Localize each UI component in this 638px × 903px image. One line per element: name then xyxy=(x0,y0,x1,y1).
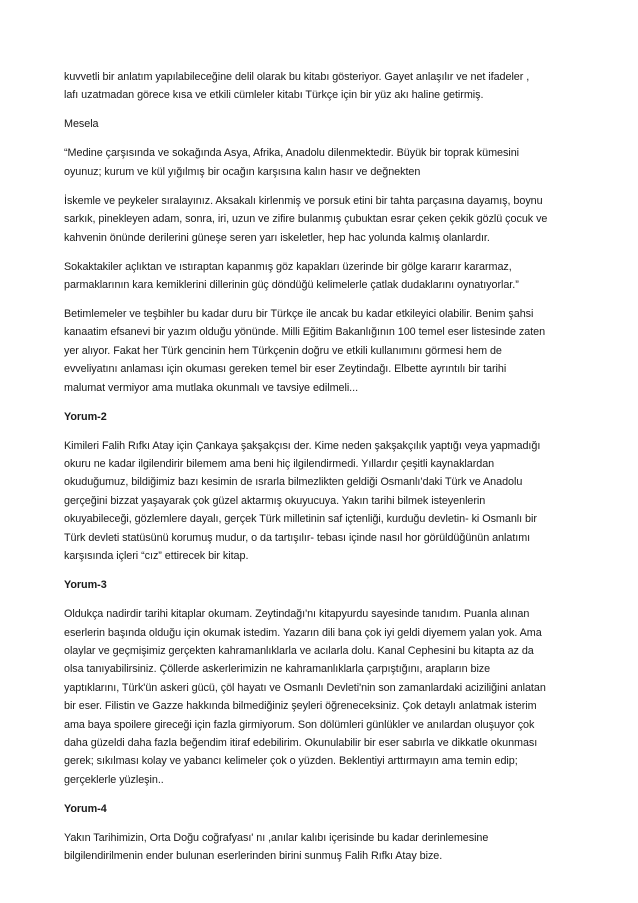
text-line: yaptıklarını, Türk'ün askeri gücü, çöl hayatı ve Osmanlı Devleti'nin son zamanlardaki aciziliğini anlatan xyxy=(64,681,546,694)
text-line: kuvvetli bir anlatım yapılabileceğine delil olarak bu kitabı gösteriyor. Gayet anlaşılır ve net ifadeler , xyxy=(64,71,530,83)
quote-paragraph-3 xyxy=(64,258,574,295)
text-line: parmaklarının kara kemiklerini dillerinin güç döndüğü kelimelerle çatlak dudaklarını oynatıyorlar.” xyxy=(64,279,519,292)
text-line: lafı uzatmadan görece kısa ve etkili cümleler kitabı Türkçe için bir yüz akı haline getirmiş. xyxy=(64,89,484,102)
text-line: okuduğumuz, bildiğimiz bazı kesimin de ısrarla bilmezlikten geldiği Osmanlı’daki Türk ve Anadolu xyxy=(64,476,523,489)
text-line: Türk devleti statüsünü korumuş mudur, o da tartışılır- tebası içinde nasıl hor görüldüğünün anlatımı xyxy=(64,531,531,544)
text-line: yer alıyor. Fakat her Türk gencinin hem Türkçenin doğru ve etkili kullanımını görmesi hem de xyxy=(64,344,502,357)
yorum-4-paragraph xyxy=(64,829,574,866)
text-line: okuyabileceği, gözlemlere dayalı, gerçek Türk milletinin saf içtenliği, kurduğu devletin- ki Osmanlı bir xyxy=(64,513,537,526)
text-line: ama baya spoilere gireceği için fazla girmiyorum. Son dölümleri günlükler ve anılardan oluşuyor çok xyxy=(64,718,535,731)
text-line: karşısında içleri “cız” ettirecek bir kitap. xyxy=(64,550,249,563)
text-line: bilgilendirilmenin ender bulunan eserlerinden birini sunmuş Falih Rıfkı Atay bize. xyxy=(64,850,443,863)
text-line: Oldukça nadirdir tarihi kitaplar okumam. Zeytindağı'nı kitapyurdu sayesinde tanıdım. Puanla alınan xyxy=(64,608,530,621)
text-line: İskemle ve peykeler sıralayınız. Aksakalı kirlenmiş ve porsuk etini bir tahta parçasına dayamış, boynu xyxy=(64,194,543,207)
text-line: Yakın Tarihimizin, Orta Doğu coğrafyası' nı ,anılar kalıbı içerisinde bu kadar derinlemesine xyxy=(64,831,489,844)
text-line: bir eser. Filistin ve Gazze hakkında bilmediğiniz şeyleri öğreneceksiniz. Çok detaylı anlatmak isterim xyxy=(64,700,537,713)
text-line: oyunuz; kurum ve kül yığılmış bir ocağın karşısına kalın hasır ve değnekten xyxy=(64,165,421,178)
text-line: sarkık, pinekleyen adam, sonra, iri, uzun ve zifire bulanmış çubuktan esrar çeken çekik gözlü çocuk ve xyxy=(64,213,548,226)
intro-paragraph xyxy=(64,68,574,105)
document-body xyxy=(64,68,574,876)
text-line: kanaatim efsanevi bir yazım olduğu yönünde. Milli Eğitim Bakanlığının 100 temel eser listesinde zaten xyxy=(64,326,546,339)
text-line: malumat vermiyor ama mutlaka okunmalı ve tavsiye edilmeli... xyxy=(64,381,359,394)
text-line: gerek; sıkılması kolay ve yabancı kelimeler çok o yüzden. Beklentiyi arttırmayın ama temin edip; xyxy=(64,755,518,768)
quote-paragraph-2 xyxy=(64,192,574,247)
text-line: Mesela xyxy=(64,118,99,131)
text-line: Kimileri Falih Rıfkı Atay için Çankaya şakşakçısı der. Kime neden şakşakçılık yaptığı veya yapmadığı xyxy=(64,439,541,452)
commentary-paragraph xyxy=(64,305,574,397)
text-line: gerçeklerle yüzleşin.. xyxy=(64,773,164,786)
mesela-paragraph xyxy=(64,115,574,133)
text-line: olaylar ve geçmişimiz gerçekten kahramanlıklarla ve acılarla dolu. Kanal Cephesini bu kitapta az da xyxy=(64,644,534,657)
text-line: “Medine çarşısında ve sokağında Asya, Afrika, Anadolu dilenmektedir. Büyük bir toprak kümesini xyxy=(64,147,520,160)
quote-paragraph-1 xyxy=(64,144,574,181)
text-line: Sokaktakiler açlıktan ve ıstıraptan kapanmış göz kapakları üzerinde bir gölge kararır kararmaz, xyxy=(64,260,512,273)
yorum-2-paragraph xyxy=(64,437,574,566)
text-line: kahvenin önünde derilerini güneşe seren yarı iskeletler, hep hac yolunda kalmış olanlardır. xyxy=(64,231,490,244)
yorum-2-heading: Yorum-2 xyxy=(64,410,107,423)
text-line: gerçeğini bizzat yaşayarak çok güzel aktarmış okuyucuya. Yakın tarihi bilmek isteyenlerin xyxy=(64,494,486,507)
text-line: daha güzeldi daha fazla beğendim itiraf edebilirim. Okunulabilir bir eser sabırla ve dikkatle okunması xyxy=(64,736,538,749)
text-line: Betimlemeler ve teşbihler bu kadar duru bir Türkçe ile ancak bu kadar etkileyici olabilir. Benim şahsi xyxy=(64,308,534,321)
yorum-3-heading: Yorum-3 xyxy=(64,579,107,592)
text-line: evveliyatını anlaması için okuması gereken temel bir eser Zeytindağı. Elbette ayrıntılı bir tarihi xyxy=(64,363,507,376)
yorum-3-paragraph xyxy=(64,605,574,789)
text-line: okuru ne kadar ilgilendirir bilemem ama beni hiç ilgilendirmedi. Yıllardır çeşitli kaynaklardan xyxy=(64,458,495,471)
text-line: olsa tanıyabilirsiniz. Çöllerde askerlerimizin ne kahramanlıklarla çarpıştığını, arapların bize xyxy=(64,663,491,676)
yorum-4-heading: Yorum-4 xyxy=(64,802,107,815)
text-line: eserlerin başında olduğu için okumak istedim. Yazarın dili bana çok iyi geldi diyemem yalan yok. Ama xyxy=(64,626,542,639)
